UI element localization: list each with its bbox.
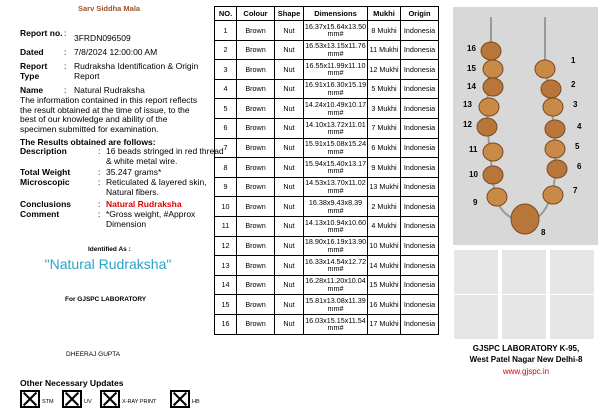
bead-origin-cell: Indonesia xyxy=(401,118,439,138)
bead-no-cell: 11 xyxy=(215,216,237,236)
brand-name: Sarv Siddha Mala xyxy=(78,4,141,13)
bead-number-label: 1 xyxy=(571,56,576,65)
bead-no-cell: 8 xyxy=(215,158,237,178)
bead-colour-cell: Brown xyxy=(237,118,275,138)
total-weight-value: 35.247 grams* xyxy=(106,167,162,177)
total-weight-label: Total Weight xyxy=(20,167,71,177)
table-row xyxy=(215,177,439,197)
bead-origin-cell: Indonesia xyxy=(401,177,439,197)
report-no-label: Report no. xyxy=(20,28,63,38)
bead-origin-cell: Indonesia xyxy=(401,99,439,119)
bead-colour-cell: Brown xyxy=(237,99,275,119)
bead-number-label: 7 xyxy=(573,186,578,195)
bead-origin-cell: Indonesia xyxy=(401,197,439,217)
bead-shape-cell: Nut xyxy=(275,40,304,60)
bead-mukhi-cell: 14 Mukhi xyxy=(368,256,401,276)
bead-number-label: 14 xyxy=(467,82,476,91)
description-value: 16 beads stringed in red thread & white metal wire. xyxy=(106,146,224,166)
bead-dimensions-cell: 14.24x10.49x10.17 mm# xyxy=(304,100,367,117)
bead-origin-cell: Indonesia xyxy=(401,40,439,60)
bead-dimensions-cell: 15.81x13.08x11.39 mm# xyxy=(305,296,366,313)
description-label: Description xyxy=(20,146,67,156)
bead-closeup-photo xyxy=(502,250,546,294)
table-header-row xyxy=(215,7,439,21)
bead-closeup-photo xyxy=(550,250,594,294)
checked-box-icon xyxy=(20,390,40,408)
bead-dimensions-cell: 16.28x11.20x10.04 mm# xyxy=(305,276,366,294)
table-row xyxy=(215,40,439,60)
bead-no-cell: 7 xyxy=(215,138,237,158)
rudraksha-bead xyxy=(483,166,503,184)
bead-origin-cell: Indonesia xyxy=(401,275,439,295)
table-row xyxy=(215,295,439,315)
bead-no-cell: 6 xyxy=(215,118,237,138)
bead-colour-cell: Brown xyxy=(237,256,275,276)
table-row xyxy=(215,158,439,178)
name-label: Name xyxy=(20,85,44,95)
comment-value: *Gross weight, #Approx Dimension xyxy=(106,209,196,229)
table-row xyxy=(215,216,439,236)
updates-heading: Other Necessary Updates xyxy=(20,378,124,388)
bead-mukhi-cell: 10 Mukhi xyxy=(368,236,401,256)
bead-shape-cell: Nut xyxy=(275,158,304,178)
bead-origin-cell: Indonesia xyxy=(401,216,439,236)
photo-panel xyxy=(452,0,600,413)
checked-box-icon xyxy=(100,390,120,408)
bead-details-table xyxy=(214,6,439,335)
dated-value: 7/8/2024 12:00:00 AM xyxy=(74,47,158,57)
report-panel: Sarv Siddha Mala Report no. : 3FRDN096509 Dated : 7/8/2024 12:00:00 AM Report Type : Rudraksha Identification & Origin Report Name : Natural Rudraksha The information contained in this report reflects the result obtained at the time of issue, to the best of our knowledge and ability of the specimen submitted for examination. The Results obtained are follows: Description : 16 beads stringed in red thread & white metal wire. Total Weight : 35.247 grams* Microscopic : Reticulated & layered skin, Natural fibers. Conclusions : Natural Rudraksha Comment : *Gross weight, #Approx Dimension Identified As : "Natural Rudraksha" For GJSPC LABORATORY DHEERAJ GUPTA Other Necessary Updates STM UV X-RAY PRINT HB xyxy=(0,0,212,413)
bead-mukhi-cell: 8 Mukhi xyxy=(368,21,401,41)
checked-box-icon xyxy=(170,390,190,408)
bead-number-label: 10 xyxy=(469,170,478,179)
table-row xyxy=(215,79,439,99)
rudraksha-bead xyxy=(545,140,565,158)
bead-shape-cell: Nut xyxy=(275,295,304,315)
bead-colour-cell: Brown xyxy=(237,197,275,217)
bead-shape-cell: Nut xyxy=(275,275,304,295)
bead-colour-cell: Brown xyxy=(237,138,275,158)
bead-no-cell: 4 xyxy=(215,79,237,99)
column-header: Origin xyxy=(401,7,439,21)
rudraksha-bead xyxy=(543,186,563,204)
bead-mukhi-cell: 16 Mukhi xyxy=(368,295,401,315)
bead-closeup-photo xyxy=(550,295,594,339)
conclusions-label: Conclusions xyxy=(20,199,72,209)
bead-no-cell: 12 xyxy=(215,236,237,256)
dated-label: Dated xyxy=(20,47,44,57)
column-header: Dimensions xyxy=(304,7,368,21)
bead-colour-cell: Brown xyxy=(237,158,275,178)
bead-dimensions-cell: 14.53x13.70x11.02 mm# xyxy=(305,178,366,196)
bead-dimensions-cell: 18.90x16.19x13.90 mm# xyxy=(304,237,367,254)
bead-mukhi-cell: 4 Mukhi xyxy=(368,216,401,236)
bead-closeup-photo xyxy=(454,250,498,294)
bead-no-cell: 15 xyxy=(215,295,237,315)
bead-dimensions-cell: 16.91x16.30x15.19 mm# xyxy=(304,80,367,98)
bead-dimensions-cell: 15.91x15.08x15.24 mm# xyxy=(304,139,367,156)
bead-origin-cell: Indonesia xyxy=(401,21,439,41)
bead-colour-cell: Brown xyxy=(237,295,275,315)
bead-dimensions-cell: 16.55x11.99x11.10 mm# xyxy=(305,60,366,78)
bead-shape-cell: Nut xyxy=(275,256,304,276)
bead-shape-cell: Nut xyxy=(275,79,304,99)
bead-no-cell: 1 xyxy=(215,21,237,41)
microscopic-label: Microscopic xyxy=(20,177,70,187)
bead-number-label: 11 xyxy=(469,145,478,154)
signer-name: DHEERAJ GUPTA xyxy=(66,351,121,358)
update-stm-label: STM xyxy=(42,399,54,405)
rudraksha-bead xyxy=(481,42,501,60)
bead-number-label: 16 xyxy=(467,44,476,53)
bead-no-cell: 9 xyxy=(215,177,237,197)
bead-no-cell: 10 xyxy=(215,197,237,217)
bead-closeup-photo xyxy=(502,295,546,339)
bead-mukhi-cell: 13 Mukhi xyxy=(368,177,401,197)
bead-mukhi-cell: 2 Mukhi xyxy=(368,197,401,217)
bead-colour-cell: Brown xyxy=(237,21,275,41)
bead-number-label: 8 xyxy=(541,228,546,237)
bead-mukhi-cell: 3 Mukhi xyxy=(368,99,401,119)
bead-mukhi-cell: 17 Mukhi xyxy=(368,314,401,334)
bead-no-cell: 3 xyxy=(215,60,237,80)
bead-shape-cell: Nut xyxy=(275,99,304,119)
bead-colour-cell: Brown xyxy=(237,40,275,60)
lab-website-link[interactable]: www.gjspc.in xyxy=(502,367,550,376)
bead-shape-cell: Nut xyxy=(275,60,304,80)
column-header: Shape xyxy=(275,7,304,21)
identified-as-value: "Natural Rudraksha" xyxy=(44,256,172,272)
column-header: Mukhi xyxy=(368,7,401,21)
bead-dimensions-cell: 16.33x14.54x12.72 mm# xyxy=(304,256,367,274)
rudraksha-bead xyxy=(477,118,497,136)
bead-origin-cell: Indonesia xyxy=(401,295,439,315)
table-row xyxy=(215,118,439,138)
bead-origin-cell: Indonesia xyxy=(401,256,439,276)
results-heading: The Results obtained are follows: xyxy=(20,137,156,147)
bead-mukhi-cell: 5 Mukhi xyxy=(368,79,401,99)
rudraksha-bead xyxy=(543,98,563,116)
bead-shape-cell: Nut xyxy=(275,236,304,256)
bead-no-cell: 16 xyxy=(215,314,237,334)
bead-origin-cell: Indonesia xyxy=(401,79,439,99)
bead-colour-cell: Brown xyxy=(237,275,275,295)
bead-origin-cell: Indonesia xyxy=(401,236,439,256)
bead-no-cell: 14 xyxy=(215,275,237,295)
bead-number-label: 6 xyxy=(577,162,582,171)
name-value: Natural Rudraksha xyxy=(74,85,145,95)
bead-mukhi-cell: 7 Mukhi xyxy=(368,118,401,138)
column-header: Colour xyxy=(237,7,275,21)
bead-dimensions-cell: 14.10x13.72x11.01 mm# xyxy=(305,119,366,137)
bead-colour-cell: Brown xyxy=(237,236,275,256)
rudraksha-bead xyxy=(545,120,565,138)
bead-dimensions-cell: 16.37x15.64x13.50 mm# xyxy=(304,21,367,39)
bead-number-label: 9 xyxy=(473,198,478,207)
table-row xyxy=(215,21,439,41)
update-xray-label: X-RAY PRINT xyxy=(122,399,157,405)
report-no-value: 3FRDN096509 xyxy=(74,33,131,43)
rudraksha-bead xyxy=(479,98,499,116)
identified-as-label: Identified As : xyxy=(88,246,131,253)
bead-number-label: 12 xyxy=(463,120,472,129)
bead-number-label: 2 xyxy=(571,80,576,89)
bead-mukhi-cell: 11 Mukhi xyxy=(368,40,401,60)
bead-number-label: 13 xyxy=(463,100,472,109)
bead-no-cell: 5 xyxy=(215,99,237,119)
intro-paragraph: The information contained in this report reflects the result obtained at the time of issue, to the best of our knowledge and ability of the specimen submitted for examination. xyxy=(20,95,198,134)
bead-origin-cell: Indonesia xyxy=(401,60,439,80)
bead-mukhi-cell: 6 Mukhi xyxy=(368,138,401,158)
bead-dimensions-cell: 16.03x15.15x11.54 mm# xyxy=(305,315,366,333)
bead-dimensions-cell: 15.94x15.40x13.17 mm# xyxy=(304,158,367,176)
bead-origin-cell: Indonesia xyxy=(401,314,439,334)
update-uv-label: UV xyxy=(84,399,92,405)
bead-dimensions-cell: 16.38x9.43x8.39 mm# xyxy=(304,197,368,217)
table-row xyxy=(215,256,439,276)
bead-colour-cell: Brown xyxy=(237,216,275,236)
rudraksha-bead xyxy=(535,60,555,78)
bead-number-label: 3 xyxy=(573,100,578,109)
table-row xyxy=(215,99,439,119)
bead-shape-cell: Nut xyxy=(275,138,304,158)
bead-no-cell: 2 xyxy=(215,40,237,60)
rudraksha-bead xyxy=(487,188,507,206)
bead-shape-cell: Nut xyxy=(275,216,304,236)
bead-mukhi-cell: 15 Mukhi xyxy=(368,275,401,295)
microscopic-value: Reticulated & layered skin, Natural fibers. xyxy=(106,177,207,197)
lab-address-line-1: GJSPC LABORATORY K-95, xyxy=(472,344,580,353)
table-row xyxy=(215,60,439,80)
bead-origin-cell: Indonesia xyxy=(401,138,439,158)
table-row xyxy=(215,275,439,295)
bead-closeup-photo xyxy=(454,295,498,339)
bead-shape-cell: Nut xyxy=(275,21,304,41)
bead-colour-cell: Brown xyxy=(237,79,275,99)
bead-dimensions-cell: 16.53x13.15x11.76 mm# xyxy=(305,41,366,58)
rudraksha-bead xyxy=(483,78,503,96)
column-header: NO. xyxy=(215,7,237,21)
bead-number-label: 15 xyxy=(467,64,476,73)
lab-address-line-2: West Patel Nagar New Delhi-8 xyxy=(469,355,583,364)
bead-dimensions-cell: 14.13x10.94x10.60 mm# xyxy=(304,217,367,235)
bead-mukhi-cell: 9 Mukhi xyxy=(368,158,401,178)
bead-shape-cell: Nut xyxy=(275,177,304,197)
bead-colour-cell: Brown xyxy=(237,60,275,80)
bead-shape-cell: Nut xyxy=(275,118,304,138)
report-type-value: Rudraksha Identification & Origin Report xyxy=(74,61,199,81)
rudraksha-bead xyxy=(483,60,503,78)
bead-shape-cell: Nut xyxy=(275,314,304,334)
checked-box-icon xyxy=(62,390,82,408)
table-row xyxy=(215,236,439,256)
table-row xyxy=(215,138,439,158)
bead-shape-cell: Nut xyxy=(275,197,304,217)
rudraksha-bead xyxy=(541,80,561,98)
table-row xyxy=(215,197,439,217)
rudraksha-mala-photo xyxy=(453,7,598,245)
rudraksha-bead xyxy=(511,204,539,234)
for-lab-label: For GJSPC LABORATORY xyxy=(65,296,147,303)
bead-no-cell: 13 xyxy=(215,256,237,276)
update-hb-label: HB xyxy=(192,399,200,405)
report-type-label: Report Type xyxy=(20,61,48,81)
rudraksha-bead xyxy=(547,160,567,178)
table-row xyxy=(215,314,439,334)
conclusions-value: Natural Rudraksha xyxy=(106,199,182,209)
bead-colour-cell: Brown xyxy=(237,314,275,334)
bead-number-label: 5 xyxy=(575,142,580,151)
bead-origin-cell: Indonesia xyxy=(401,158,439,178)
rudraksha-bead xyxy=(483,143,503,161)
comment-label: Comment xyxy=(20,209,60,219)
bead-colour-cell: Brown xyxy=(237,177,275,197)
bead-mukhi-cell: 12 Mukhi xyxy=(368,60,401,80)
bead-number-label: 4 xyxy=(577,122,582,131)
table-body xyxy=(215,21,439,335)
